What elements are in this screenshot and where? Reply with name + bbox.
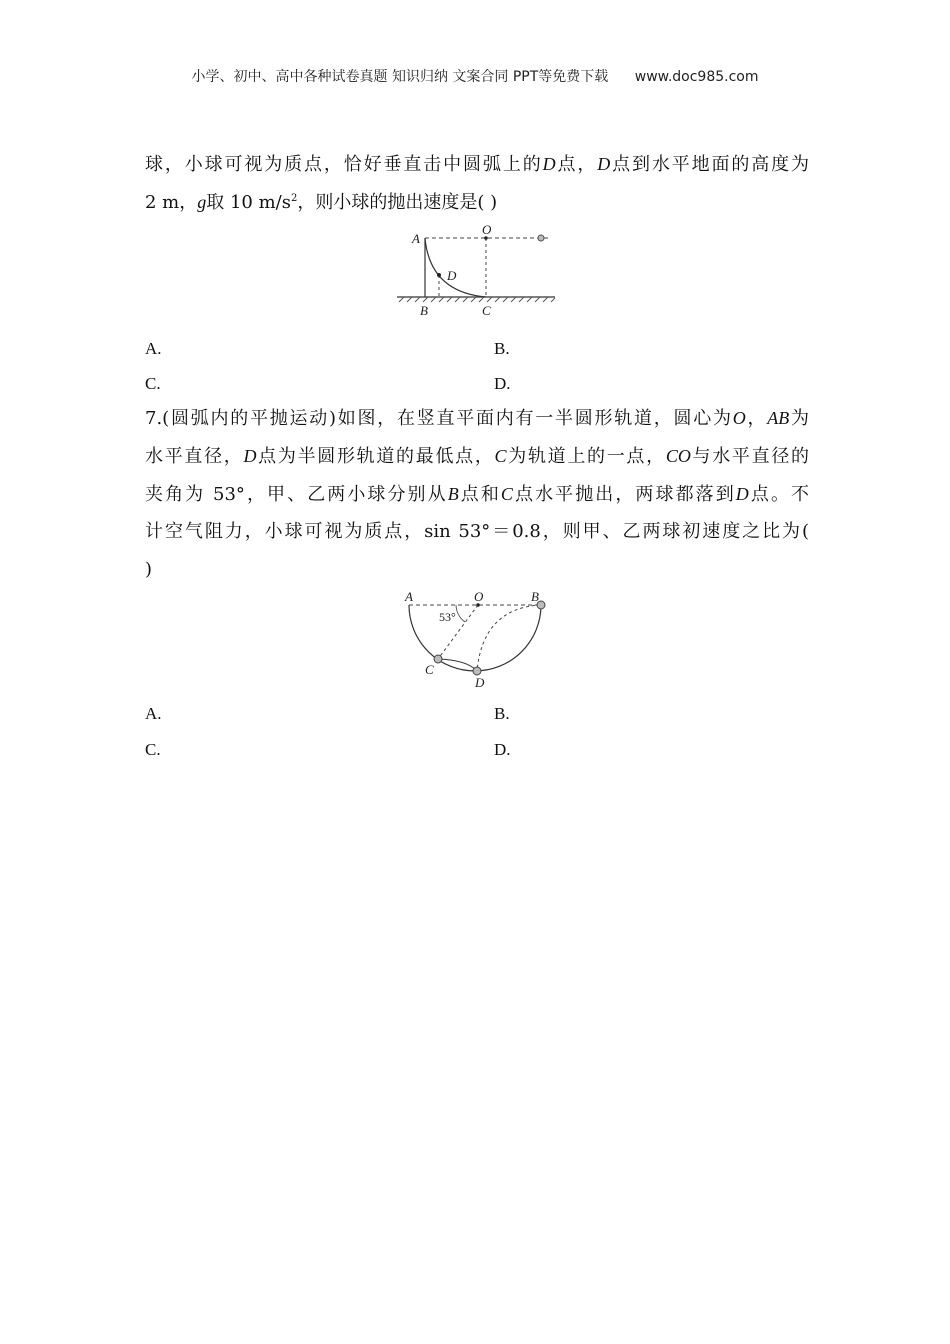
q7-line-5: ) — [145, 559, 153, 580]
q6-label-A: A — [412, 231, 420, 246]
q7-figure — [395, 588, 565, 692]
q6-label-O: O — [482, 222, 492, 237]
q6-option-d[interactable]: D. — [494, 374, 511, 393]
ball-d-icon — [473, 667, 481, 675]
q6-label-D: D — [447, 268, 457, 283]
q6-figure — [395, 220, 565, 320]
header-text: 小学、初中、高中各种试卷真题 知识归纳 文案合同 PPT等免费下载 — [191, 69, 609, 85]
q7-line-2: 水平直径，D点为半圆形轨道的最低点，C为轨道上的一点，CO与水平直径的 — [145, 446, 810, 467]
q6-line-1: 球，小球可视为质点，恰好垂直击中圆弧上的D点，D点到水平地面的高度为 — [145, 154, 810, 175]
q6-label-C: C — [482, 303, 491, 318]
q7-line-4: 计空气阻力，小球可视为质点，sin 53°＝0.8，则甲、乙两球初速度之比为( — [145, 521, 809, 542]
q7-angle-label: 53° — [439, 610, 456, 624]
q7-label-D: D — [475, 675, 485, 690]
q7-line-3: 夹角为 53°，甲、乙两小球分别从B点和C点水平抛出，两球都落到D点。不 — [145, 484, 810, 505]
header-site-link[interactable]: www.doc985.com — [634, 69, 759, 85]
q6-label-B: B — [420, 303, 428, 318]
q7-label-C: C — [425, 662, 434, 677]
q7-label-A: A — [405, 589, 413, 604]
q7-topic-tag: 圆弧内的平抛运动 — [169, 408, 329, 429]
q7-label-O: O — [474, 589, 484, 604]
q6-line-2: 2 m，g取 10 $m/s^2$，则小球的抛出速度是( ) — [145, 192, 498, 213]
q7-option-c[interactable]: C. — [145, 740, 161, 759]
q7-option-a[interactable]: A. — [145, 704, 162, 723]
ball-icon — [538, 235, 544, 241]
q7-label-B: B — [531, 589, 539, 604]
q7-line-1: 7.(圆弧内的平抛运动)如图，在竖直平面内有一半圆形轨道，圆心为O，AB为 — [145, 408, 810, 429]
q7-option-b[interactable]: B. — [494, 704, 510, 723]
q6-option-a[interactable]: A. — [145, 339, 162, 358]
ball-c-icon — [434, 655, 442, 663]
q6-option-b[interactable]: B. — [494, 339, 510, 358]
q7-option-d[interactable]: D. — [494, 740, 511, 759]
q6-option-c[interactable]: C. — [145, 374, 161, 393]
page-header — [0, 66, 950, 86]
